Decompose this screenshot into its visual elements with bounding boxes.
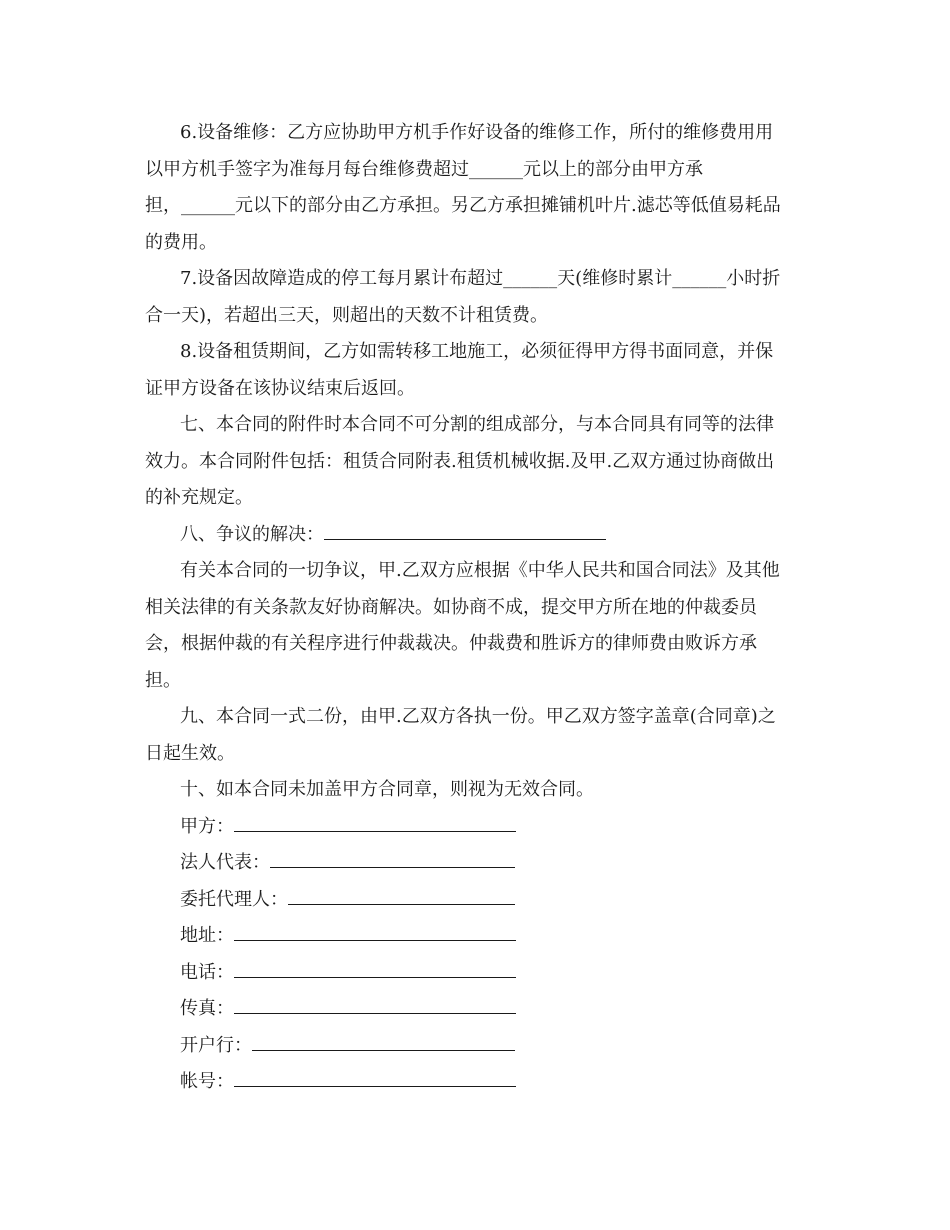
para7-line1: 7.设备因故障造成的停工每月累计布超过______天(维修时累计______小时折 xyxy=(180,268,781,289)
legal-rep-field xyxy=(145,845,810,882)
legal-rep-label: 法人代表： xyxy=(180,852,270,873)
bank-field xyxy=(145,1028,810,1065)
para6-line2: 以甲方机手签字为准每月每台维修费超过______元以上的部分由甲方承 xyxy=(145,158,703,180)
account-field xyxy=(145,1064,810,1101)
party-a-field xyxy=(145,809,810,846)
address-field xyxy=(145,918,810,955)
fax-blank-line xyxy=(234,995,516,1014)
sec9-line1: 九、本合同一式二份，由甲.乙双方各执一份。甲乙双方签字盖章(合同章)之 xyxy=(180,706,776,727)
para6-line4: 的费用。 xyxy=(145,231,217,253)
agent-label: 委托代理人： xyxy=(180,888,288,910)
document-body xyxy=(145,115,810,1101)
sec7-line2: 效力。本合同附件包括：租赁合同附表.租赁机械收据.及甲.乙双方通过协商做出 xyxy=(145,450,775,472)
address-blank-line xyxy=(234,922,516,941)
sec8-line4: 担。 xyxy=(145,669,181,691)
phone-label: 电话： xyxy=(180,961,234,983)
para6-line1: 6.设备维修：乙方应协助甲方机手作好设备的维修工作，所付的维修费用用 xyxy=(180,122,774,143)
sec8-line1: 有关本合同的一切争议，甲.乙双方应根据《中华人民共和国合同法》及其他 xyxy=(180,560,780,581)
dispute-blank-line xyxy=(324,521,606,540)
para6-line3: 担，______元以下的部分由乙方承担。另乙方承担摊铺机叶片.滤芯等低值易耗品 xyxy=(145,195,781,216)
address-label: 地址： xyxy=(180,925,234,946)
sec8-heading: 八、争议的解决： xyxy=(180,523,324,545)
fax-field xyxy=(145,991,810,1028)
phone-blank-line xyxy=(234,959,516,978)
bank-label: 开户行： xyxy=(180,1034,252,1056)
sec9-line2: 日起生效。 xyxy=(145,742,235,764)
bank-blank-line xyxy=(252,1032,515,1051)
sec8-line3: 会，根据仲裁的有关程序进行仲裁裁决。仲裁费和胜诉方的律师费由败诉方承 xyxy=(145,633,757,654)
phone-field xyxy=(145,955,810,992)
sec7-line3: 的补充规定。 xyxy=(145,487,253,508)
sec8-heading-row xyxy=(145,517,810,554)
sec8-line2: 相关法律的有关条款友好协商解决。如协商不成，提交甲方所在地的仲裁委员 xyxy=(145,596,757,618)
para8-line2: 证甲方设备在该协议结束后返回。 xyxy=(145,377,415,399)
para7-line2: 合一天)，若超出三天，则超出的天数不计租赁费。 xyxy=(145,304,549,326)
legal-rep-blank-line xyxy=(270,849,515,868)
party-a-blank-line xyxy=(234,813,516,832)
account-blank-line xyxy=(234,1068,516,1087)
agent-blank-line xyxy=(288,886,515,905)
fax-label: 传真： xyxy=(180,998,234,1019)
sec10-line1: 十、如本合同未加盖甲方合同章，则视为无效合同。 xyxy=(180,779,594,800)
sec7-line1: 七、本合同的附件时本合同不可分割的组成部分，与本合同具有同等的法律 xyxy=(180,414,774,435)
agent-field xyxy=(145,882,810,919)
account-label: 帐号： xyxy=(180,1071,234,1092)
para8-line1: 8.设备租赁期间，乙方如需转移工地施工，必须征得甲方得书面同意，并保 xyxy=(180,341,774,362)
party-a-label: 甲方： xyxy=(180,815,234,837)
